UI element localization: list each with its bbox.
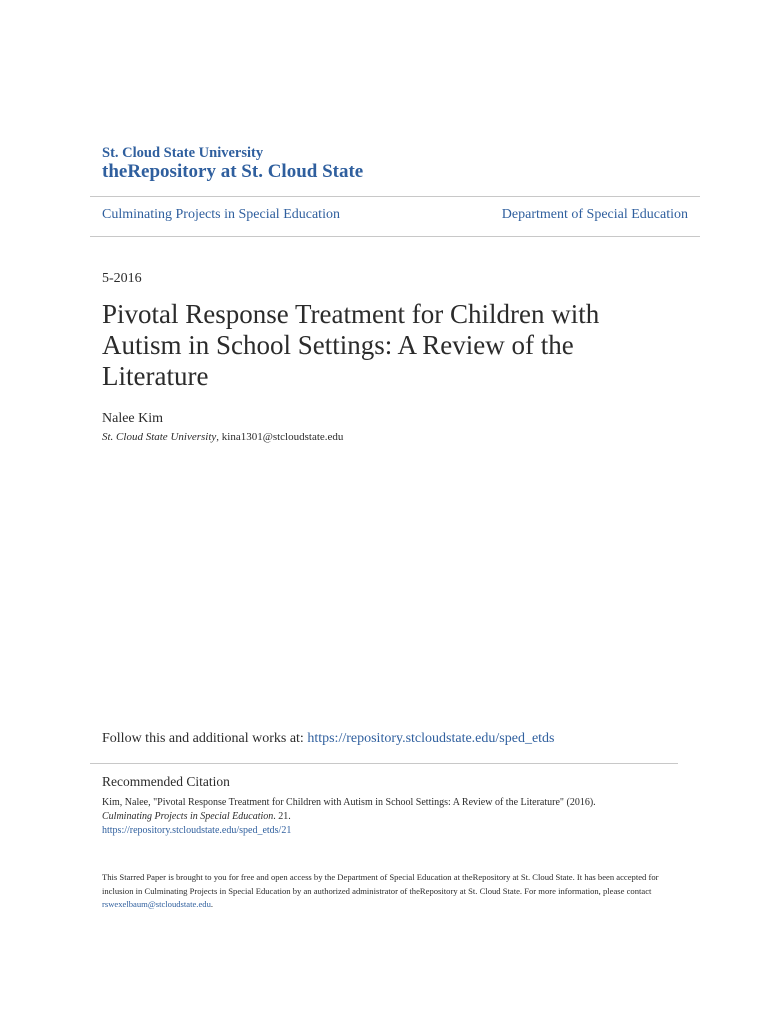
repository-name[interactable]: theRepository at St. Cloud State (102, 161, 364, 182)
nav-bottom-divider (90, 236, 700, 237)
follow-link[interactable]: https://repository.stcloudstate.edu/sped_etds (307, 731, 555, 746)
author-email: , kina1301@stcloudstate.edu (216, 431, 344, 443)
paper-title: Pivotal Response Treatment for Children with Autism in School Settings: A Review of the Literature (102, 299, 600, 391)
citation-journal: Culminating Projects in Special Education (102, 811, 274, 822)
university-name[interactable]: St. Cloud State University (102, 145, 264, 161)
citation-body (102, 796, 682, 838)
citation-source (102, 810, 682, 824)
access-notice (102, 871, 662, 912)
citation-number: . 21. (273, 811, 291, 822)
notice-text: This Starred Paper is brought to you for free and open access by the Department of Special Education at theRepository at St. Cloud State. It has been accepted for inclusion in Culminating Projects in Special Education by an authorized administrator of theRepository at St. Cloud State. For more information, please contact (102, 872, 659, 896)
citation-heading: Recommended Citation (102, 774, 230, 789)
collection-link[interactable]: Culminating Projects in Special Education (102, 207, 340, 222)
author-affiliation (102, 431, 343, 443)
affiliation-name: St. Cloud State University (102, 431, 217, 443)
department-link[interactable]: Department of Special Education (501, 207, 688, 222)
citation-link[interactable]: https://repository.stcloudstate.edu/sped_etds/21 (102, 825, 292, 836)
contact-email-link[interactable]: rswexelbaum@stcloudstate.edu (102, 899, 211, 909)
author-name: Nalee Kim (102, 411, 164, 426)
publication-date: 5-2016 (102, 271, 142, 286)
follow-label: Follow this and additional works at: (102, 731, 308, 746)
citation-divider (90, 763, 678, 764)
nav-top-divider (90, 196, 700, 197)
follow-line (102, 731, 555, 747)
notice-end: . (210, 899, 214, 909)
citation-text: Kim, Nalee, "Pivotal Response Treatment for Children with Autism in School Settings: A Review of the Literature" (2016). (102, 797, 596, 808)
